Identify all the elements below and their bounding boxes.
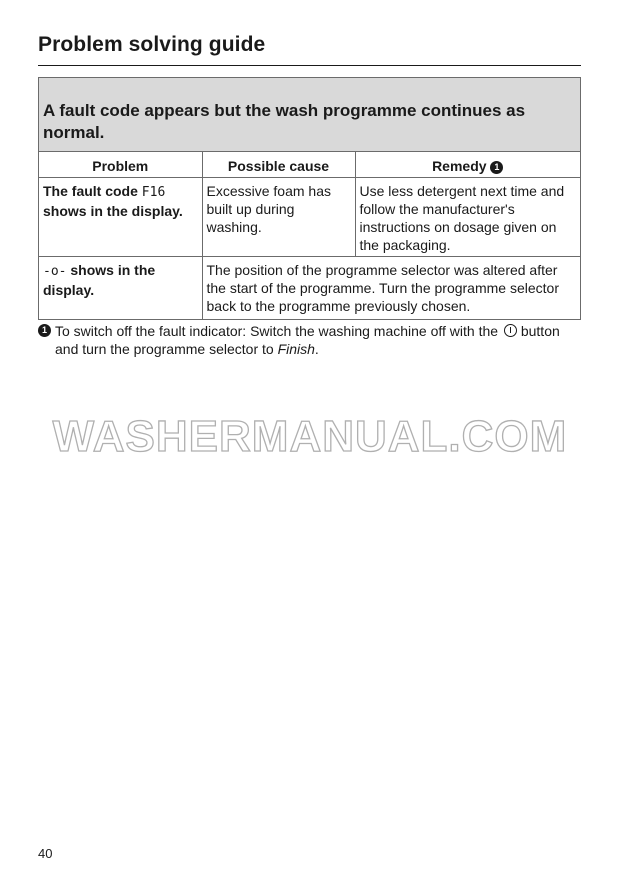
- power-button-icon: [504, 324, 517, 337]
- problem-cell: [39, 178, 202, 257]
- problem-suffix: shows in the display.: [43, 262, 156, 298]
- cause-remedy-cell: The position of the programme selector was altered after the start of the programme. Turn the programme selector back to the programme previously chosen.: [202, 257, 580, 320]
- problem-prefix: The fault code: [43, 183, 142, 199]
- problem-table: [39, 152, 580, 319]
- footnote-text-middle: button and turn the programme selector to: [55, 323, 560, 357]
- title-rule: [38, 65, 581, 66]
- fault-code-f16: F16: [141, 185, 166, 200]
- problem-cell: [39, 257, 202, 320]
- footnote-text: [38, 322, 578, 358]
- table-header-row: [39, 152, 580, 178]
- column-header-remedy: [355, 152, 580, 178]
- footnote-marker-icon: 1: [490, 161, 503, 174]
- footnote: [38, 322, 578, 358]
- footnote-text-start: To switch off the fault indicator: Switch the washing machine off with the: [55, 323, 499, 339]
- footnote-emphasis: Finish: [277, 341, 315, 357]
- remedy-header-label: Remedy: [432, 158, 487, 174]
- fault-table-box: [38, 77, 581, 320]
- cause-cell: Excessive foam has built up during washing.: [202, 178, 355, 257]
- problem-suffix: shows in the display.: [43, 203, 183, 219]
- page-number: 40: [38, 846, 53, 861]
- watermark: WASHERMANUAL.COM: [52, 412, 568, 461]
- footnote-marker-icon: 1: [38, 324, 51, 337]
- column-header-problem: Problem: [39, 152, 202, 178]
- table-row: [39, 178, 580, 257]
- section-heading: A fault code appears but the wash programme continues as normal.: [39, 78, 580, 152]
- table-row: [39, 257, 580, 320]
- column-header-cause: Possible cause: [202, 152, 355, 178]
- remedy-cell: Use less detergent next time and follow the manufacturer's instructions on dosage given on the packaging.: [355, 178, 580, 257]
- page-title: Problem solving guide: [38, 33, 266, 56]
- display-code-selector: -o-: [43, 264, 67, 279]
- footnote-text-end: .: [314, 341, 319, 357]
